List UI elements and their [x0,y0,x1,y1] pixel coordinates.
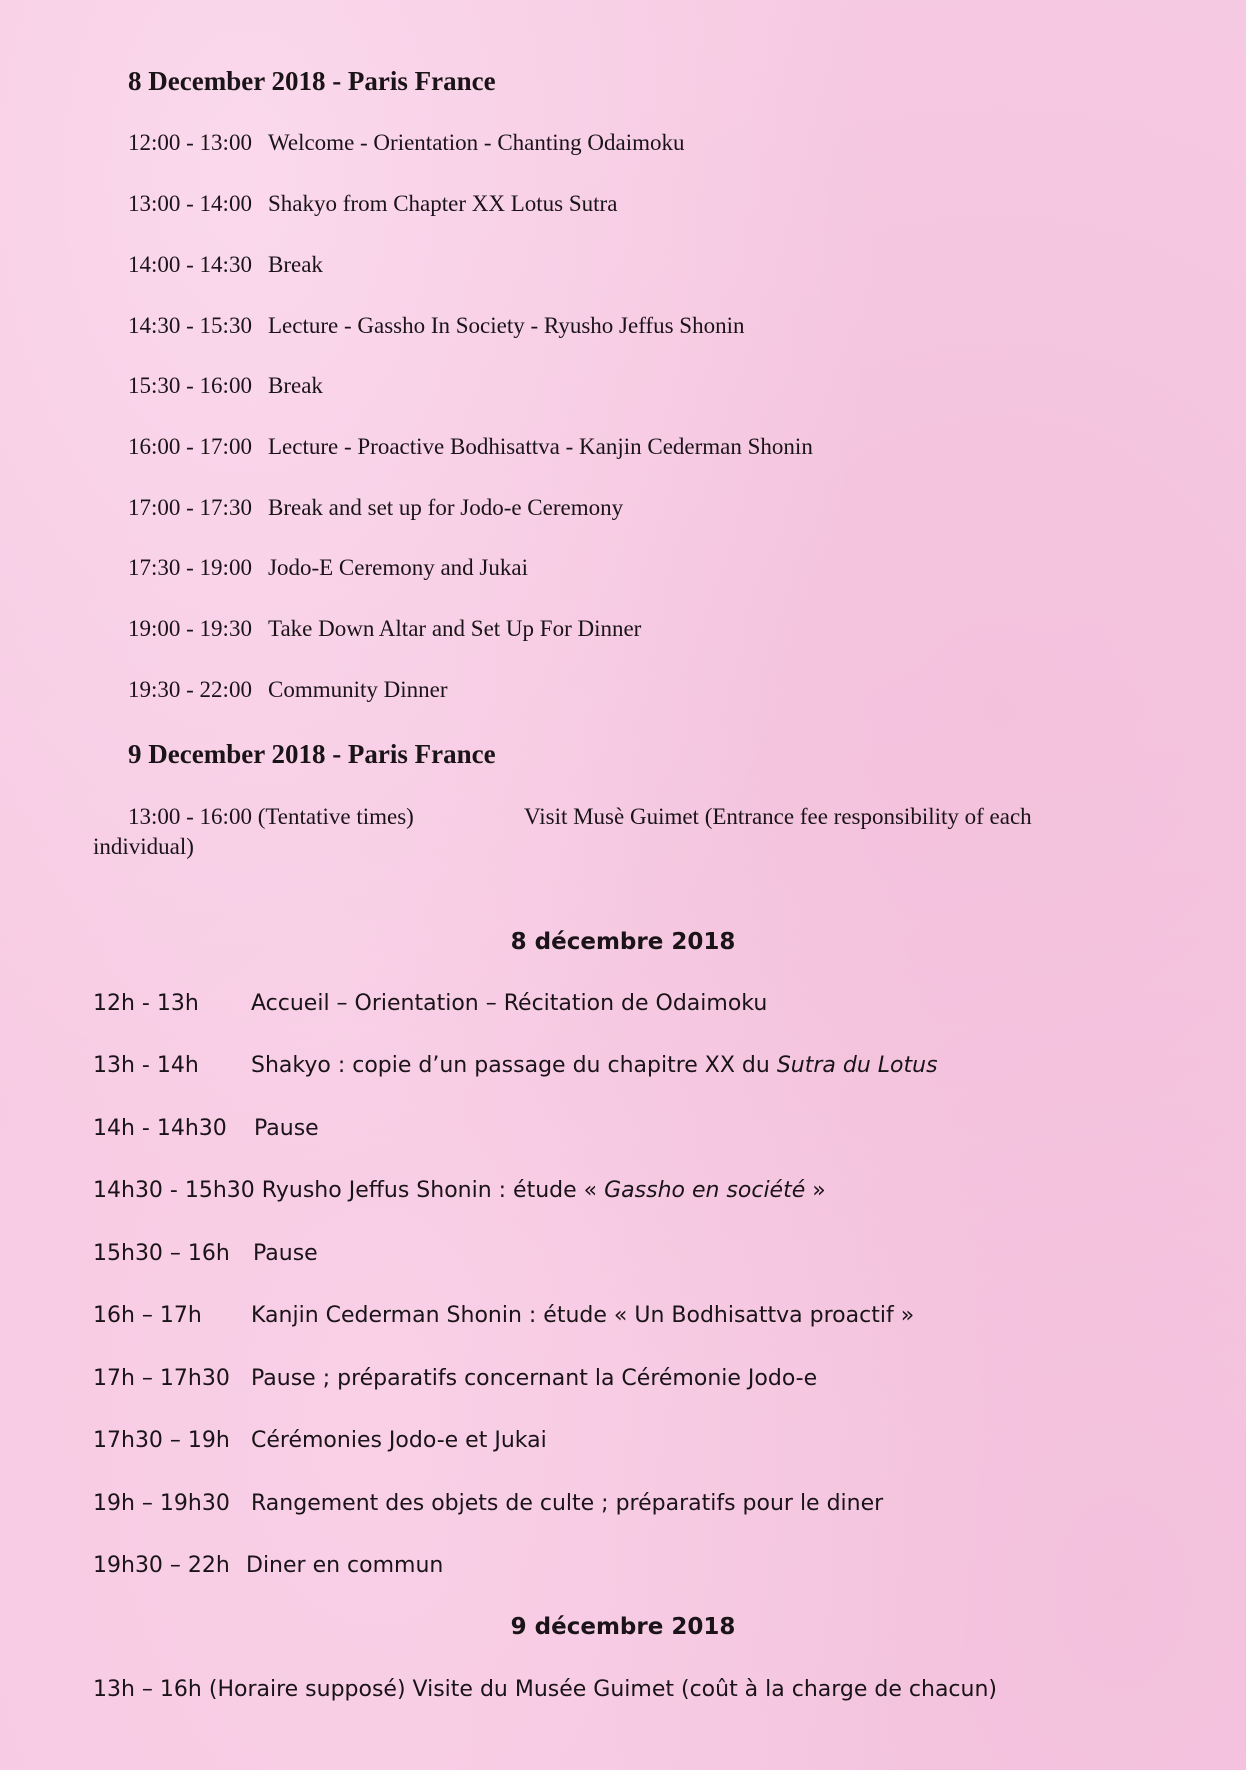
schedule-row [93,1116,319,1141]
row-activity: Cérémonies Jodo-e et Jukai [251,1428,547,1453]
schedule-row [128,616,641,642]
row-activity: Pause [254,1116,319,1141]
row-activity: Break [268,373,323,398]
row-time: 16:00 - 17:00 [128,434,252,459]
row-time: 14:00 - 14:30 [128,252,252,277]
schedule-row [93,1366,818,1391]
row-activity: Jodo-E Ceremony and Jukai [268,555,528,580]
schedule-row [93,991,768,1016]
row-activity: Community Dinner [268,677,448,702]
row-activity: Pause [253,1241,318,1266]
row-time: 15:30 - 16:00 [128,373,252,398]
schedule-row [128,191,617,217]
row-time: 15h30 – 16h [93,1241,230,1266]
row-time: 14h30 - 15h30 [93,1178,255,1203]
schedule-row [93,1553,444,1578]
row-time: 12h - 13h [93,991,199,1016]
row-activity: Kanjin Cederman Shonin : étude « Un Bodhisattva proactif » [251,1303,915,1328]
schedule-row [128,434,813,460]
row-activity: Rangement des objets de culte ; préparatifs pour le diner [251,1491,884,1516]
activity-suffix: » [805,1178,826,1203]
activity-text: Ryusho Jeffus Shonin : étude « [261,1178,605,1203]
day2-time-en: 13:00 - 16:00 (Tentative times) [128,804,414,829]
row-time: 14h - 14h30 [93,1116,227,1141]
row-time: 12:00 - 13:00 [128,130,252,155]
row-activity: Diner en commun [246,1553,444,1578]
row-activity: Take Down Altar and Set Up For Dinner [268,616,642,641]
row-activity: Accueil – Orientation – Récitation de Odaimoku [251,991,768,1016]
row-time: 19h30 – 22h [93,1553,230,1578]
schedule-row [93,1491,884,1516]
row-time: 19:30 - 22:00 [128,677,252,702]
schedule-row [128,495,623,521]
activity-italic: Sutra du Lotus [776,1053,938,1078]
row-activity: Welcome - Orientation - Chanting Odaimoku [268,130,685,155]
schedule-row [93,1178,826,1203]
row-time: 17h – 17h30 [93,1366,230,1391]
row-time: 19:00 - 19:30 [128,616,252,641]
activity-text: Shakyo : copie d’un passage du chapitre XX du [251,1053,777,1078]
day2-activity-line2-en: individual) [93,834,194,859]
schedule-row [128,677,448,703]
schedule-row [128,313,744,339]
row-activity: Break [268,252,323,277]
day2-heading-en: 9 December 2018 - Paris France [128,739,496,769]
schedule-row [93,1053,938,1078]
day2-activity-line1-en: Visit Musè Guimet (Entrance fee responsibility of each [524,804,1032,829]
row-time: 13h - 14h [93,1053,199,1078]
schedule-row [128,373,323,399]
row-time: 17h30 – 19h [93,1428,230,1453]
schedule-row [128,252,323,278]
schedule-row [128,555,528,581]
row-time: 14:30 - 15:30 [128,313,252,338]
row-activity [262,1178,826,1203]
row-time: 17:00 - 17:30 [128,495,252,520]
day2-heading-fr: 9 décembre 2018 [510,1614,736,1640]
day1-heading-en: 8 December 2018 - Paris France [128,66,496,96]
row-activity: Lecture - Proactive Bodhisattva - Kanjin Cederman Shonin [268,434,813,459]
day2-line-fr: 13h – 16h (Horaire supposé) Visite du Musée Guimet (coût à la charge de chacun) [93,1677,997,1702]
schedule-row [93,1428,547,1453]
day1-heading-fr: 8 décembre 2018 [510,929,736,955]
row-time: 19h – 19h30 [93,1491,230,1516]
row-time: 16h – 17h [93,1303,202,1328]
row-activity: Shakyo from Chapter XX Lotus Sutra [268,191,618,216]
activity-italic: Gassho en société [604,1178,806,1203]
schedule-row [93,1303,915,1328]
row-activity: Lecture - Gassho In Society - Ryusho Jeffus Shonin [268,313,745,338]
row-activity [251,1053,938,1078]
schedule-row [93,1241,318,1266]
row-activity: Break and set up for Jodo-e Ceremony [268,495,624,520]
row-time: 13:00 - 14:00 [128,191,252,216]
row-activity: Pause ; préparatifs concernant la Cérémonie Jodo-e [251,1366,818,1391]
row-time: 17:30 - 19:00 [128,555,252,580]
schedule-row [128,130,685,156]
